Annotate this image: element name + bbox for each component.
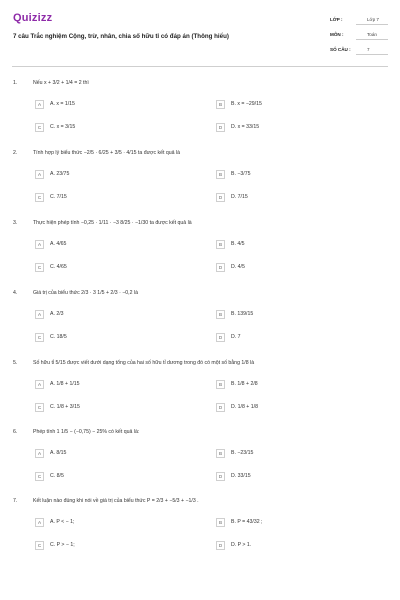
option-letter-box: B bbox=[216, 380, 225, 389]
question-text: Kết luận nào đúng khi nói về giá trị của biểu thức P = 2/3 + −5/3 + −1/3 . bbox=[33, 498, 199, 504]
option-letter-box: A bbox=[35, 240, 44, 249]
option-letter-box: C bbox=[35, 263, 44, 272]
meta-value: Lớp 7 bbox=[356, 14, 388, 25]
option-text: D. 7/15 bbox=[231, 194, 248, 200]
meta-row-class bbox=[330, 14, 390, 29]
option-letter-box: D bbox=[216, 472, 225, 481]
option-letter-box: A bbox=[35, 170, 44, 179]
question-text: Giá trị của biểu thức 2/3 · 3 1/5 + 2/3 · −0,2 là bbox=[33, 290, 138, 296]
option-b[interactable] bbox=[216, 170, 376, 182]
option-d[interactable] bbox=[216, 403, 376, 415]
option-text: C. 8/5 bbox=[50, 473, 64, 479]
question-number: 4. bbox=[13, 290, 18, 296]
option-letter-box: B bbox=[216, 170, 225, 179]
option-b[interactable] bbox=[216, 449, 376, 461]
option-b[interactable] bbox=[216, 380, 376, 392]
question-number: 1. bbox=[13, 80, 18, 86]
question-text: Số hữu tỉ 5/15 được viết dưới dạng tổng của hai số hữu tỉ dương trong đó có một số bằng 1/8 là bbox=[33, 360, 255, 366]
option-letter-box: A bbox=[35, 380, 44, 389]
option-text: D. x = 33/15 bbox=[231, 124, 260, 130]
option-c[interactable] bbox=[35, 263, 195, 275]
option-letter-box: A bbox=[35, 310, 44, 319]
question-text: Nếu x + 3/2 + 1/4 = 2 thì bbox=[33, 80, 89, 86]
option-letter-box: A bbox=[35, 100, 44, 109]
option-letter-box: D bbox=[216, 263, 225, 272]
option-text: D. P > 1. bbox=[231, 542, 252, 548]
question-text: Tính hợp lý biểu thức −2/5 · 6/25 + 3/5 · 4/15 ta được kết quả là bbox=[33, 150, 180, 156]
option-b[interactable] bbox=[216, 100, 376, 112]
option-letter-box: C bbox=[35, 123, 44, 132]
option-letter-box: D bbox=[216, 193, 225, 202]
meta-key: LỚP : bbox=[330, 17, 343, 22]
option-c[interactable] bbox=[35, 193, 195, 205]
option-c[interactable] bbox=[35, 123, 195, 135]
option-letter-box: A bbox=[35, 449, 44, 458]
option-text: A. 23/75 bbox=[50, 171, 70, 177]
option-letter-box: C bbox=[35, 333, 44, 342]
option-letter-box: D bbox=[216, 123, 225, 132]
option-b[interactable] bbox=[216, 518, 376, 530]
option-letter-box: B bbox=[216, 240, 225, 249]
option-text: B. 1/8 + 2/8 bbox=[231, 381, 258, 387]
option-letter-box: C bbox=[35, 403, 44, 412]
option-letter-box: C bbox=[35, 472, 44, 481]
option-a[interactable] bbox=[35, 240, 195, 252]
option-text: C. x = 3/15 bbox=[50, 124, 76, 130]
option-d[interactable] bbox=[216, 541, 376, 553]
option-text: A. 2/3 bbox=[50, 311, 64, 317]
meta-value: 7 bbox=[356, 44, 388, 55]
option-letter-box: C bbox=[35, 541, 44, 550]
option-text: D. 7 bbox=[231, 334, 241, 340]
option-d[interactable] bbox=[216, 263, 376, 275]
question-number: 6. bbox=[13, 429, 18, 435]
option-text: D. 1/8 + 1/8 bbox=[231, 404, 258, 410]
page-title: 7 câu Trắc nghiệm Cộng, trừ, nhân, chia số hữu tỉ có đáp án (Thông hiểu) bbox=[13, 33, 229, 40]
option-letter-box: A bbox=[35, 518, 44, 527]
option-letter-box: B bbox=[216, 310, 225, 319]
option-text: C. 18/5 bbox=[50, 334, 67, 340]
header-divider bbox=[12, 66, 388, 67]
meta-value: Toán bbox=[356, 29, 388, 40]
option-c[interactable] bbox=[35, 403, 195, 415]
question-number: 7. bbox=[13, 498, 18, 504]
option-letter-box: B bbox=[216, 100, 225, 109]
meta-row-count bbox=[330, 44, 390, 59]
option-letter-box: D bbox=[216, 333, 225, 342]
option-a[interactable] bbox=[35, 518, 195, 530]
option-a[interactable] bbox=[35, 310, 195, 322]
option-a[interactable] bbox=[35, 380, 195, 392]
option-b[interactable] bbox=[216, 240, 376, 252]
meta-key: MÔN : bbox=[330, 32, 344, 37]
option-d[interactable] bbox=[216, 193, 376, 205]
option-text: C. P > − 1; bbox=[50, 542, 75, 548]
meta-key: SỐ CÂU : bbox=[330, 47, 351, 52]
option-text: D. 33/15 bbox=[231, 473, 251, 479]
question-number: 3. bbox=[13, 220, 18, 226]
option-c[interactable] bbox=[35, 472, 195, 484]
option-text: D. 4/5 bbox=[231, 264, 245, 270]
option-text: C. 1/8 + 3/15 bbox=[50, 404, 80, 410]
option-text: A. 1/8 + 1/15 bbox=[50, 381, 80, 387]
option-text: A. 8/15 bbox=[50, 450, 67, 456]
option-text: A. P < − 1; bbox=[50, 519, 75, 525]
option-text: B. 4/5 bbox=[231, 241, 245, 247]
option-text: C. 4/65 bbox=[50, 264, 67, 270]
option-c[interactable] bbox=[35, 333, 195, 345]
option-text: A. 4/65 bbox=[50, 241, 67, 247]
option-b[interactable] bbox=[216, 310, 376, 322]
option-d[interactable] bbox=[216, 333, 376, 345]
option-text: C. 7/15 bbox=[50, 194, 67, 200]
option-d[interactable] bbox=[216, 123, 376, 135]
question-text: Thực hiện phép tính −0,25 · 1/11 · −3 8/25 · −1/30 ta được kết quả là bbox=[33, 220, 192, 226]
question-text: Phép tính 1 1/5 − (−0,75) − 25% có kết quả là: bbox=[33, 429, 140, 435]
option-letter-box: C bbox=[35, 193, 44, 202]
option-letter-box: D bbox=[216, 541, 225, 550]
option-a[interactable] bbox=[35, 170, 195, 182]
meta-panel bbox=[330, 14, 390, 59]
option-text: B. 139/15 bbox=[231, 311, 254, 317]
option-letter-box: D bbox=[216, 403, 225, 412]
option-text: B. P = 43/32 ; bbox=[231, 519, 263, 525]
option-letter-box: B bbox=[216, 449, 225, 458]
question-number: 2. bbox=[13, 150, 18, 156]
option-letter-box: B bbox=[216, 518, 225, 527]
option-text: B. −23/15 bbox=[231, 450, 254, 456]
option-c[interactable] bbox=[35, 541, 195, 553]
question-number: 5. bbox=[13, 360, 18, 366]
option-a[interactable] bbox=[35, 449, 195, 461]
option-d[interactable] bbox=[216, 472, 376, 484]
option-text: A. x = 1/15 bbox=[50, 101, 75, 107]
option-text: B. −3/75 bbox=[231, 171, 251, 177]
quizizz-logo: Quizizz bbox=[13, 12, 53, 24]
option-text: B. x = −29/15 bbox=[231, 101, 262, 107]
option-a[interactable] bbox=[35, 100, 195, 112]
meta-row-subject bbox=[330, 29, 390, 44]
